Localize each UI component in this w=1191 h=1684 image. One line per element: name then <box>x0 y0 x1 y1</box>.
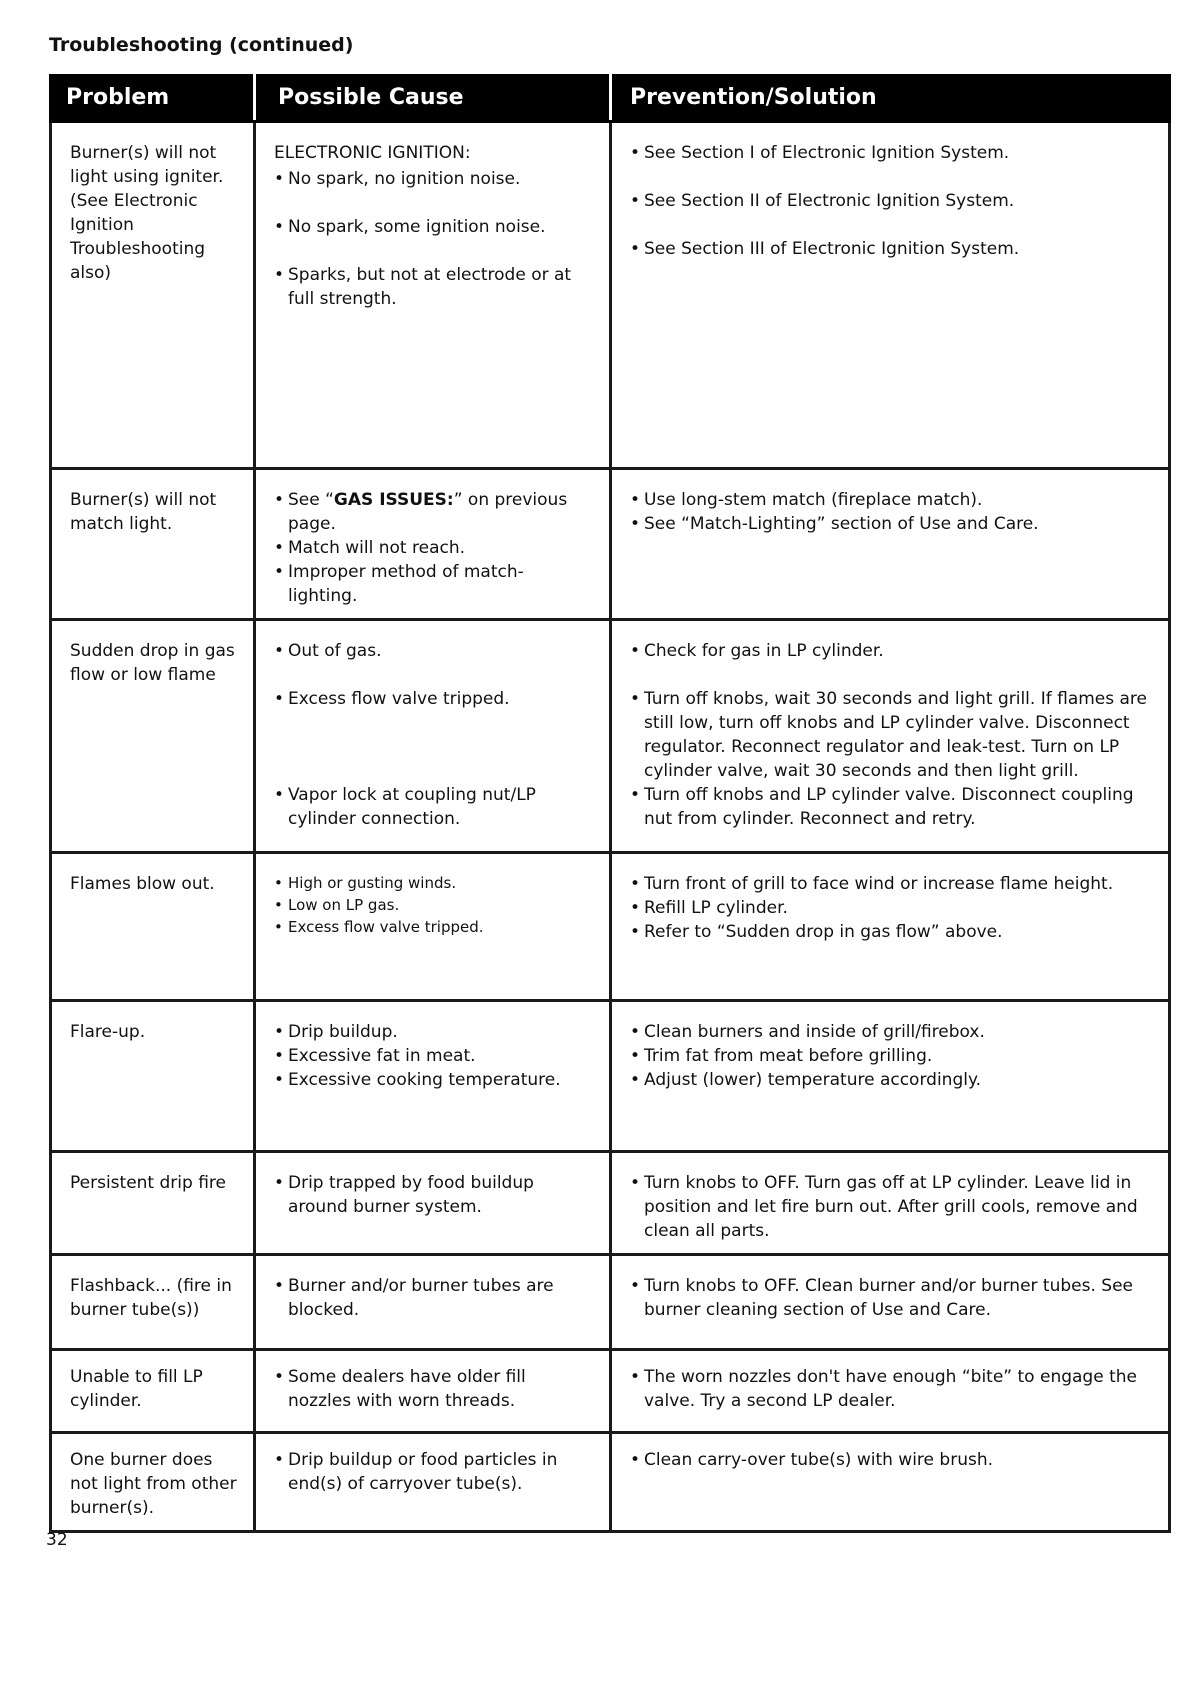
list-item: • Turn off knobs and LP cylinder valve. Disconnect coupling nut from cylinder. Reconnect and retry. <box>630 783 1152 831</box>
problem-text: Sudden drop in gas flow or low flame <box>70 641 235 685</box>
list-item: • Excess flow valve tripped. <box>274 687 593 711</box>
list-item: • Check for gas in LP cylinder. <box>630 639 1152 663</box>
list-item: • Sparks, but not at electrode or at full strength. <box>274 263 593 311</box>
list-item: • Burner and/or burner tubes are blocked. <box>274 1274 593 1322</box>
table-row <box>51 469 1170 620</box>
cause-cell <box>255 122 611 469</box>
table-row <box>51 122 1170 469</box>
list-item: • Drip buildup. <box>274 1020 593 1044</box>
list-item: • The worn nozzles don't have enough “bite” to engage the valve. Try a second LP dealer. <box>630 1365 1152 1413</box>
cause-list <box>274 1171 593 1219</box>
solution-cell <box>611 620 1170 853</box>
cause-cell <box>255 1255 611 1350</box>
cause-heading: ELECTRONIC IGNITION: <box>274 143 471 163</box>
table-row <box>51 1350 1170 1433</box>
solution-list <box>630 141 1152 261</box>
list-item: • Refer to “Sudden drop in gas flow” above. <box>630 920 1152 944</box>
solution-list <box>630 1171 1152 1243</box>
problem-text: Flames blow out. <box>70 874 215 894</box>
cause-cell <box>255 1152 611 1255</box>
solution-cell <box>611 1152 1170 1255</box>
problem-text: Flare-up. <box>70 1022 146 1042</box>
list-item: • Turn front of grill to face wind or increase flame height. <box>630 872 1152 896</box>
cause-list <box>274 167 593 311</box>
list-item: • See “Match-Lighting” section of Use and Care. <box>630 512 1152 536</box>
table-row <box>51 1152 1170 1255</box>
list-item: • Vapor lock at coupling nut/LP cylinder connection. <box>274 783 593 831</box>
solution-list <box>630 639 1152 831</box>
cause-list <box>274 639 593 831</box>
problem-cell <box>51 122 255 469</box>
solution-cell <box>611 853 1170 1001</box>
problem-text: One burner does not light from other burner(s). <box>70 1450 237 1518</box>
list-item: • See Section II of Electronic Ignition System. <box>630 189 1152 213</box>
problem-text: Unable to fill LP cylinder. <box>70 1367 203 1411</box>
cause-list <box>274 1020 593 1092</box>
list-item: • Refill LP cylinder. <box>630 896 1152 920</box>
page-title: Troubleshooting (continued) <box>49 34 354 56</box>
solution-list <box>630 872 1152 944</box>
table-row <box>51 1001 1170 1152</box>
problem-cell <box>51 1350 255 1433</box>
cause-list <box>274 1274 593 1322</box>
list-item: • No spark, no ignition noise. <box>274 167 593 191</box>
list-item: • See Section I of Electronic Ignition System. <box>630 141 1152 165</box>
gas-issues-tail: ” on previous page. <box>288 490 568 534</box>
list-item: • Improper method of match-lighting. <box>274 560 593 608</box>
problem-text: Flashback... (fire in burner tube(s)) <box>70 1276 232 1320</box>
problem-cell <box>51 1152 255 1255</box>
list-item: • Turn off knobs, wait 30 seconds and light grill. If flames are still low, turn off knobs and LP cylinder valve. Disconnect regulator. Reconnect regulator and leak-test. Turn on LP cylinder valve, wait 30 seconds and then light grill. <box>630 687 1152 783</box>
list-item: • Use long-stem match (fireplace match). <box>630 488 1152 512</box>
cause-cell <box>255 620 611 853</box>
table-row <box>51 1255 1170 1350</box>
cause-list <box>274 488 593 608</box>
problem-text: Burner(s) will not match light. <box>70 490 217 534</box>
cause-cell <box>255 1001 611 1152</box>
column-header-cause: Possible Cause <box>255 76 611 122</box>
problem-cell <box>51 469 255 620</box>
list-item: • Excessive fat in meat. <box>274 1044 593 1068</box>
cause-list <box>274 1448 593 1496</box>
solution-list <box>630 1020 1152 1092</box>
solution-list <box>630 488 1152 536</box>
cause-cell <box>255 1433 611 1532</box>
column-header-solution: Prevention/Solution <box>611 76 1170 122</box>
cause-list <box>274 1365 593 1413</box>
gas-issues-lead: See “ <box>288 490 334 510</box>
problem-text: Persistent drip fire <box>70 1173 226 1193</box>
table-row <box>51 620 1170 853</box>
problem-cell <box>51 1433 255 1532</box>
list-item <box>274 488 593 536</box>
problem-cell <box>51 853 255 1001</box>
list-item: • Turn knobs to OFF. Clean burner and/or burner tubes. See burner cleaning section of Use and Care. <box>630 1274 1152 1322</box>
solution-cell <box>611 1255 1170 1350</box>
solution-list <box>630 1448 1152 1472</box>
cause-list <box>274 872 593 938</box>
table-row <box>51 853 1170 1001</box>
list-item: • Some dealers have older fill nozzles with worn threads. <box>274 1365 593 1413</box>
solution-list <box>630 1274 1152 1322</box>
cause-cell <box>255 1350 611 1433</box>
cause-cell <box>255 853 611 1001</box>
list-item: • Turn knobs to OFF. Turn gas off at LP cylinder. Leave lid in position and let fire burn out. After grill cools, remove and clean all parts. <box>630 1171 1152 1243</box>
table-header-row <box>51 76 1170 122</box>
list-item: • Clean burners and inside of grill/firebox. <box>630 1020 1152 1044</box>
solution-cell <box>611 1001 1170 1152</box>
list-item: • Match will not reach. <box>274 536 593 560</box>
problem-cell <box>51 1255 255 1350</box>
column-header-problem: Problem <box>51 76 255 122</box>
table-row <box>51 1433 1170 1532</box>
list-item: • Low on LP gas. <box>274 894 593 916</box>
list-item: • Out of gas. <box>274 639 593 663</box>
list-item: • Adjust (lower) temperature accordingly. <box>630 1068 1152 1092</box>
cause-cell <box>255 469 611 620</box>
list-item: • Trim fat from meat before grilling. <box>630 1044 1152 1068</box>
list-item: • High or gusting winds. <box>274 872 593 894</box>
list-item: • Excessive cooking temperature. <box>274 1068 593 1092</box>
list-item: • Clean carry-over tube(s) with wire brush. <box>630 1448 1152 1472</box>
solution-list <box>630 1365 1152 1413</box>
list-item: • See Section III of Electronic Ignition System. <box>630 237 1152 261</box>
solution-cell <box>611 1433 1170 1532</box>
list-item: • No spark, some ignition noise. <box>274 215 593 239</box>
list-item: • Drip buildup or food particles in end(s) of carryover tube(s). <box>274 1448 593 1496</box>
solution-cell <box>611 122 1170 469</box>
gas-issues-link: GAS ISSUES: <box>333 490 454 510</box>
problem-text: Burner(s) will not light using igniter. (See Electronic Ignition Troubleshooting also) <box>70 143 224 283</box>
troubleshooting-table <box>49 74 1171 1533</box>
list-item: • Drip trapped by food buildup around burner system. <box>274 1171 593 1219</box>
problem-cell <box>51 620 255 853</box>
solution-cell <box>611 469 1170 620</box>
solution-cell <box>611 1350 1170 1433</box>
problem-cell <box>51 1001 255 1152</box>
page-number: 32 <box>46 1530 68 1550</box>
list-item: • Excess flow valve tripped. <box>274 916 593 938</box>
